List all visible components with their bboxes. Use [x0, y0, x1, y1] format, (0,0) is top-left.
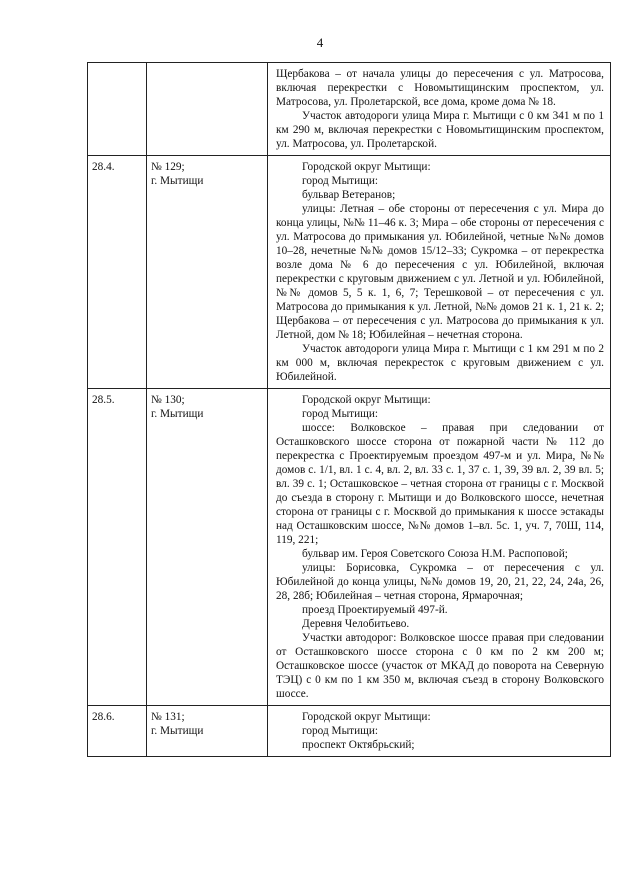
description-paragraph: город Мытищи: [302, 725, 379, 737]
row-number: 28.5. [88, 389, 147, 706]
description-paragraph: Щербакова – от начала улицы до пересечения с ул. Матросова, включая перекрестки с Новомытищинским проспектом, ул. Матросова, ул. Пролетарской, все дома, кроме дома № 18. [276, 68, 604, 108]
description-paragraph: бульвар Ветеранов; [302, 189, 396, 201]
table-row [88, 389, 611, 706]
description-paragraph: улицы: Летная – обе стороны от пересечения с ул. Мира до конца улицы, №№ 11–46 к. 3; Мира – обе стороны от пересечения с ул. Матросова до примыкания ул. Юбилейной, четные №№ домов 10–28, нечетные №№ домов 15/12–33; Сукромка – от перекрестка возле дома № 6 до пересечения с ул. Юбилейной, включая перекрестки с круговым движением с ул. Летной и ул. Юбилейной, №№ домов 5, 5 к. 1, 6, 7; Терешковой – от пересечения с ул. Матросова до примыкания к ул. Летной, №№ домов 21 к. 1, 21 к. 2; Щербакова – от пересечения с ул. Матросова до примыкания к ул. Летной, дом № 18; Юбилейная – нечетная сторона. [276, 203, 604, 341]
district-code-cell [147, 706, 268, 757]
row-number: 28.6. [88, 706, 147, 757]
district-code: № 130; [151, 394, 185, 406]
districts-table [87, 62, 611, 757]
district-city: г. Мытищи [151, 175, 204, 187]
description-paragraph: проезд Проектируемый 497-й. [302, 604, 448, 616]
description-paragraph: шоссе: Волковское – правая при следовании от Осташковского шоссе сторона от пожарной части № 112 до перекрестка с Проектируемым проездом 497-м и ул. Мира, №№ домов с. 1/1, вл. 1 с. 4, вл. 2, вл. 33 с. 1, 37 с. 1, 39, 39 вл. 2, 39 вл. 5; вл. 39 с. 1; Осташковское – четная сторона от границы с г. Москвой до съезда в сторону г. Мытищи и до Волковского шоссе, нечетная сторона от границы с г. Москвой до примыкания к шоссе эстакады над Осташковским шоссе, №№ домов 1–вл. 5с. 1, уч. 7, 70Ш, 114, 119, 221; [276, 422, 604, 546]
district-code: № 129; [151, 161, 185, 173]
description-paragraph: улицы: Борисовка, Сукромка – от пересечения с ул. Юбилейной до конца улицы, №№ домов 19, 20, 21, 22, 24, 24а, 26, 28, 28б; Юбилейная – четная сторона, Ярмарочная; [276, 562, 604, 602]
district-code-cell [147, 389, 268, 706]
description-paragraph: бульвар им. Героя Советского Союза Н.М. Распоповой; [302, 548, 568, 560]
description-cell [268, 63, 611, 156]
description-paragraph: Участок автодороги улица Мира г. Мытищи с 1 км 291 м по 2 км 000 м, включая перекресток с круговым движением с ул. Юбилейной. [276, 343, 604, 383]
district-code: № 131; [151, 711, 185, 723]
table-row [88, 156, 611, 389]
description-paragraph: Деревня Челобитьево. [302, 618, 410, 630]
page-number: 4 [316, 35, 324, 50]
description-paragraph: Городской округ Мытищи: [302, 161, 431, 173]
table-row [88, 63, 611, 156]
description-paragraph: проспект Октябрьский; [302, 739, 415, 751]
description-paragraph: город Мытищи: [302, 408, 379, 420]
district-code-cell [147, 156, 268, 389]
description-paragraph: Участки автодорог: Волковское шоссе правая при следовании от Осташковского шоссе сторона с 0 км по 2 км 200 м; Осташковское шоссе (участок от МКАД до поворота на Северную ТЭЦ) с 0 км по 1 км 350 м, включая съезд в сторону Волковского шоссе. [276, 632, 604, 700]
district-code-cell [147, 63, 268, 156]
description-paragraph: Участок автодороги улица Мира г. Мытищи с 0 км 341 м по 1 км 290 м, включая перекрестки с Новомытищинским проспектом, ул. Матросова, ул. Пролетарской. [276, 110, 604, 150]
description-paragraph: Городской округ Мытищи: [302, 711, 431, 723]
description-paragraph: Городской округ Мытищи: [302, 394, 431, 406]
district-city: г. Мытищи [151, 408, 204, 420]
district-city: г. Мытищи [151, 725, 204, 737]
row-number [88, 63, 147, 156]
description-cell [268, 156, 611, 389]
row-number: 28.4. [88, 156, 147, 389]
description-cell [268, 706, 611, 757]
description-paragraph: город Мытищи: [302, 175, 379, 187]
table-row [88, 706, 611, 757]
description-cell [268, 389, 611, 706]
